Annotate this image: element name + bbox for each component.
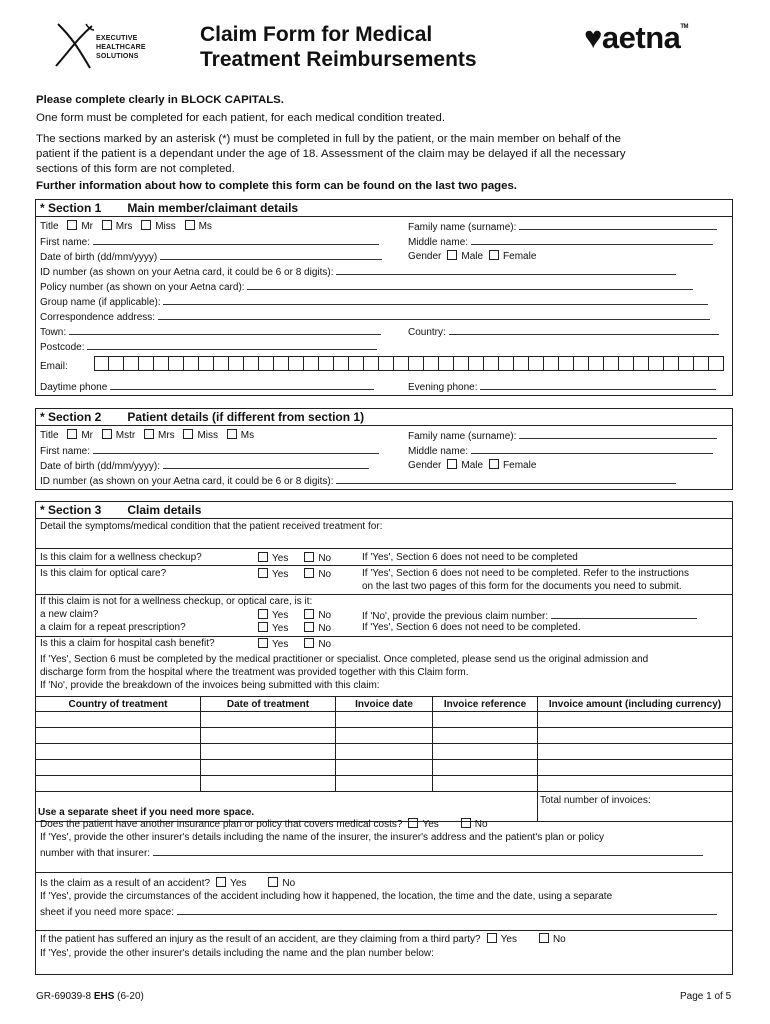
total-invoices[interactable]: Total number of invoices:: [538, 792, 733, 822]
s2-first-name: First name:: [40, 444, 379, 457]
email-char-box[interactable]: [124, 356, 139, 371]
email-char-box[interactable]: [229, 356, 244, 371]
intro-block-capitals: Please complete clearly in BLOCK CAPITALS.: [36, 94, 284, 106]
ehs-logo: [52, 22, 162, 70]
third-no-checkbox[interactable]: [539, 933, 549, 943]
s3-wellness-question: Is this claim for a wellness checkup?: [40, 552, 202, 563]
email-char-box[interactable]: [484, 356, 499, 371]
s2-middle-name-field[interactable]: [471, 444, 713, 454]
email-char-box[interactable]: [184, 356, 199, 371]
s1-policy-field[interactable]: [247, 280, 693, 290]
s3-other-ins-note-2: number with that insurer:: [40, 846, 703, 859]
email-char-box[interactable]: [634, 356, 649, 371]
newclaim-no-checkbox[interactable]: [304, 609, 314, 619]
email-char-box[interactable]: [544, 356, 559, 371]
col-date-treatment: Date of treatment: [201, 697, 336, 712]
s3-optical-note-1: If 'Yes', Section 6 does not need to be completed. Refer to the instructions: [362, 568, 689, 579]
s3-repeat-yes: Yes No: [252, 622, 331, 634]
title-line-1: Claim Form for Medical: [200, 23, 433, 46]
s1-daytime-phone: Daytime phone: [40, 380, 374, 393]
s1-miss-checkbox[interactable]: [141, 220, 151, 230]
s3-accident-note-2: sheet if you need more space:: [40, 905, 717, 918]
email-char-box[interactable]: [154, 356, 169, 371]
heart-icon: ♥: [584, 20, 602, 55]
s2-id-number: ID number (as shown on your Aetna card, it could be 6 or 8 digits):: [40, 474, 676, 487]
s1-male-checkbox[interactable]: [447, 250, 457, 260]
s3-repeat: a claim for a repeat prescription?: [40, 622, 186, 633]
col-country: Country of treatment: [36, 697, 201, 712]
optical-no-checkbox[interactable]: [304, 568, 314, 578]
email-char-box[interactable]: [589, 356, 604, 371]
title-line-2: Treatment Reimbursements: [200, 48, 477, 71]
email-char-box[interactable]: [529, 356, 544, 371]
s1-family-name-field[interactable]: [519, 220, 717, 230]
section-1: [35, 199, 733, 396]
invoice-table: [35, 696, 733, 822]
accident-no-checkbox[interactable]: [268, 877, 278, 887]
email-char-box[interactable]: [499, 356, 514, 371]
s2-title-row: Title Mr Mstr Mrs Miss Ms: [40, 430, 255, 441]
email-char-box[interactable]: [139, 356, 154, 371]
email-char-box[interactable]: [454, 356, 469, 371]
optical-yes-checkbox[interactable]: [258, 568, 268, 578]
s2-mstr-checkbox[interactable]: [102, 429, 112, 439]
email-char-box[interactable]: [394, 356, 409, 371]
col-invoice-amount: Invoice amount (including currency): [538, 697, 733, 712]
s3-newclaim: a new claim?: [40, 609, 99, 620]
email-char-box[interactable]: [214, 356, 229, 371]
s3-third-party-note: If 'Yes', provide the other insurer's details including the name and the plan number below:: [40, 948, 434, 959]
s3-ifnot: If this claim is not for a wellness checkup, or optical care, is it:: [40, 596, 313, 607]
table-row[interactable]: [36, 744, 733, 760]
s2-female-checkbox[interactable]: [489, 459, 499, 469]
aetna-logo: [584, 20, 688, 56]
table-row[interactable]: [36, 728, 733, 744]
s1-id-number: ID number (as shown on your Aetna card, it could be 6 or 8 digits):: [40, 265, 676, 278]
s2-ms-checkbox[interactable]: [227, 429, 237, 439]
email-char-box[interactable]: [304, 356, 319, 371]
s1-id-field[interactable]: [336, 265, 676, 275]
email-char-box[interactable]: [169, 356, 184, 371]
s2-first-name-field[interactable]: [93, 444, 379, 454]
s2-middle-name: Middle name:: [408, 444, 713, 457]
other-insurer-field[interactable]: [153, 846, 703, 856]
email-char-box[interactable]: [694, 356, 709, 371]
s3-optical-yes: Yes No: [252, 568, 331, 580]
cash-yes-checkbox[interactable]: [258, 638, 268, 648]
email-char-box[interactable]: [604, 356, 619, 371]
s1-country: Country:: [408, 325, 719, 338]
section-1-header: * Section 1 Main member/claimant details: [36, 200, 732, 217]
ehs-x-icon: [52, 22, 96, 70]
email-char-box[interactable]: [259, 356, 274, 371]
s1-email-label: Email:: [40, 361, 68, 372]
s1-gender: Gender Male Female: [408, 251, 537, 262]
s3-third-party: If the patient has suffered an injury as the result of an accident, are they claiming from a third party? Yes No: [40, 934, 566, 945]
email-char-box[interactable]: [574, 356, 589, 371]
repeat-no-checkbox[interactable]: [304, 622, 314, 632]
s3-accident-note-1: If 'Yes', provide the circumstances of the accident including how it happened, the location, the time and the date, using a separate: [40, 891, 613, 902]
col-invoice-ref: Invoice reference: [433, 697, 538, 712]
table-row[interactable]: [36, 712, 733, 728]
s2-family-name: Family name (surname):: [408, 429, 717, 442]
s2-dob: Date of birth (dd/mm/yyyy):: [40, 459, 369, 472]
s1-group-field[interactable]: [163, 295, 708, 305]
email-char-box[interactable]: [244, 356, 259, 371]
s3-cash-yes: Yes No: [252, 638, 331, 650]
email-char-box[interactable]: [199, 356, 214, 371]
email-char-box[interactable]: [424, 356, 439, 371]
s1-postcode-field[interactable]: [87, 340, 377, 350]
form-code: GR-69039-8 EHS (6-20): [36, 991, 144, 1002]
previous-claim-field[interactable]: [551, 609, 697, 619]
intro-further-info: Further information about how to complete this form can be found on the last two pages.: [36, 180, 517, 192]
s2-family-name-field[interactable]: [519, 429, 717, 439]
email-char-box[interactable]: [319, 356, 334, 371]
s1-female-checkbox[interactable]: [489, 250, 499, 260]
other-ins-no-checkbox[interactable]: [461, 818, 471, 828]
s2-dob-field[interactable]: [163, 459, 369, 469]
s1-postcode: Postcode:: [40, 340, 377, 353]
s1-dob-field[interactable]: [160, 250, 382, 260]
s1-daytime-phone-field[interactable]: [110, 380, 374, 390]
section-3: [35, 501, 733, 975]
s3-cash-note-3: If 'No', provide the breakdown of the invoices being submitted with this claim:: [40, 680, 380, 691]
s1-email-grid[interactable]: [94, 356, 724, 371]
s1-town-field[interactable]: [69, 325, 381, 335]
s1-country-field[interactable]: [449, 325, 719, 335]
s3-other-ins-note-1: If 'Yes', provide the other insurer's details including the name of the insurer, the insurer's address and the patient's plan or policy: [40, 832, 604, 843]
s2-mrs-checkbox[interactable]: [144, 429, 154, 439]
email-char-box[interactable]: [334, 356, 349, 371]
table-row[interactable]: [36, 760, 733, 776]
email-char-box[interactable]: [649, 356, 664, 371]
s1-policy-number: Policy number (as shown on your Aetna card):: [40, 280, 693, 293]
separate-sheet-note: Use a separate sheet if you need more space.: [36, 792, 538, 822]
email-char-box[interactable]: [469, 356, 484, 371]
s1-evening-phone-field[interactable]: [480, 380, 716, 390]
intro-asterisk-2: patient if the patient is a dependant under the age of 18. Assessment of the claim may be delayed if all the necessary: [36, 148, 626, 160]
email-char-box[interactable]: [559, 356, 574, 371]
email-char-box[interactable]: [94, 356, 109, 371]
s2-id-field[interactable]: [336, 474, 676, 484]
trademark: TM: [680, 24, 689, 30]
s3-wellness-yes: Yes No: [252, 552, 331, 564]
s3-wellness-note: If 'Yes', Section 6 does not need to be completed: [362, 552, 578, 563]
s1-first-name-field[interactable]: [93, 235, 379, 245]
page-number: Page 1 of 5: [680, 991, 732, 1002]
s3-cash: Is this a claim for hospital cash benefit?: [40, 638, 215, 649]
email-char-box[interactable]: [619, 356, 634, 371]
email-char-box[interactable]: [409, 356, 424, 371]
email-char-box[interactable]: [364, 356, 379, 371]
email-char-box[interactable]: [289, 356, 304, 371]
col-invoice-date: Invoice date: [336, 697, 433, 712]
s2-miss-checkbox[interactable]: [183, 429, 193, 439]
s1-address-field[interactable]: [158, 310, 710, 320]
email-char-box[interactable]: [679, 356, 694, 371]
s2-male-checkbox[interactable]: [447, 459, 457, 469]
s3-newclaim-yes: Yes No: [252, 609, 331, 621]
email-char-box[interactable]: [349, 356, 364, 371]
ehs-logo-line: HEALTHCARE: [96, 44, 146, 51]
s1-middle-name: Middle name:: [408, 235, 713, 248]
intro-asterisk-1: The sections marked by an asterisk (*) must be completed in full by the patient, or the main member on behalf of the: [36, 133, 622, 145]
email-char-box[interactable]: [514, 356, 529, 371]
other-ins-yes-checkbox[interactable]: [408, 818, 418, 828]
s3-other-ins: Does the patient have another insurance plan or policy that covers medical costs? Yes No: [40, 819, 488, 830]
s2-gender: Gender Male Female: [408, 460, 537, 471]
s3-optical-note-2: on the last two pages of this form for the documents you need to submit.: [362, 581, 682, 592]
s1-evening-phone: Evening phone:: [408, 380, 716, 393]
s1-dob: Date of birth (dd/mm/yyyy): [40, 250, 382, 263]
intro-one-form: One form must be completed for each patient, for each medical condition treated.: [36, 112, 446, 124]
s1-family-name: Family name (surname):: [408, 220, 717, 233]
email-char-box[interactable]: [664, 356, 679, 371]
section-2: [35, 408, 733, 490]
s3-cash-note-2: discharge form from the hospital where the treatment was provided together with this Claim form.: [40, 667, 469, 678]
s1-mrs-checkbox[interactable]: [102, 220, 112, 230]
s3-optical-question: Is this claim for optical care?: [40, 568, 167, 579]
email-char-box[interactable]: [439, 356, 454, 371]
s3-accident: Is the claim as a result of an accident? Yes No: [40, 878, 296, 889]
s3-detail-label: Detail the symptoms/medical condition that the patient received treatment for:: [40, 521, 383, 532]
wellness-no-checkbox[interactable]: [304, 552, 314, 562]
s1-first-name: First name:: [40, 235, 379, 248]
ehs-logo-line: EXECUTIVE: [96, 35, 138, 42]
page-title: [200, 22, 477, 72]
third-yes-checkbox[interactable]: [487, 933, 497, 943]
table-row[interactable]: [36, 776, 733, 792]
section-2-header: * Section 2 Patient details (if different from section 1): [36, 409, 732, 426]
section-3-header: * Section 3 Claim details: [36, 502, 732, 519]
s1-town: Town:: [40, 325, 381, 338]
s1-title-row: Title Mr Mrs Miss Ms: [40, 221, 212, 232]
email-char-box[interactable]: [274, 356, 289, 371]
email-char-box[interactable]: [379, 356, 394, 371]
s3-cash-note-1: If 'Yes', Section 6 must be completed by the medical practitioner or specialist. Once completed, please send us the original admission and: [40, 654, 649, 665]
intro-asterisk-3: sections of this form are not completed.: [36, 163, 235, 175]
wellness-yes-checkbox[interactable]: [258, 552, 268, 562]
newclaim-yes-checkbox[interactable]: [258, 609, 268, 619]
repeat-yes-checkbox[interactable]: [258, 622, 268, 632]
s1-address: Correspondence address:: [40, 310, 710, 323]
email-char-box[interactable]: [109, 356, 124, 371]
accident-details-field[interactable]: [177, 905, 717, 915]
cash-no-checkbox[interactable]: [304, 638, 314, 648]
s1-mr-checkbox[interactable]: [67, 220, 77, 230]
s1-ms-checkbox[interactable]: [185, 220, 195, 230]
brand-name: aetna: [601, 20, 681, 55]
s1-middle-name-field[interactable]: [471, 235, 713, 245]
ehs-logo-line: SOLUTIONS: [96, 53, 139, 60]
email-char-box[interactable]: [709, 356, 724, 371]
accident-yes-checkbox[interactable]: [216, 877, 226, 887]
s2-mr-checkbox[interactable]: [67, 429, 77, 439]
s1-group-name: Group name (if applicable):: [40, 295, 708, 308]
s3-newclaim-note: If 'No', provide the previous claim number:: [362, 609, 697, 622]
s3-repeat-note: If 'Yes', Section 6 does not need to be completed.: [362, 622, 581, 633]
